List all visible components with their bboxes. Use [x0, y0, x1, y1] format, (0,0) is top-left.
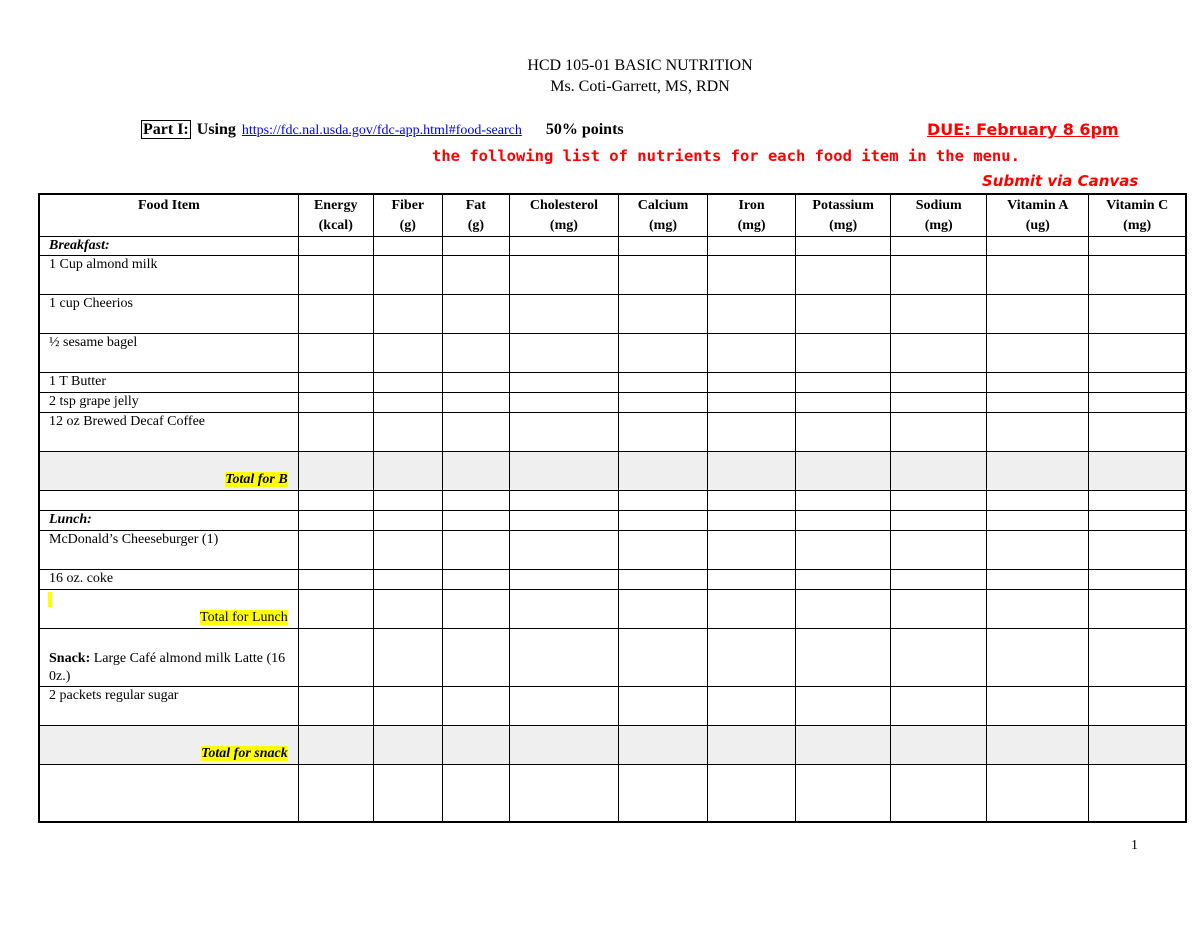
nutrient-cell[interactable]	[708, 765, 796, 822]
nutrient-cell[interactable]	[618, 491, 707, 511]
table-row	[39, 295, 1186, 334]
nutrient-cell[interactable]	[708, 413, 796, 452]
highlight-marker	[48, 592, 52, 607]
food-item: 1 T Butter	[39, 373, 298, 393]
col-header-iron: Iron (mg)	[708, 194, 796, 237]
table-row	[39, 237, 1186, 256]
nutrient-table	[38, 193, 1187, 823]
nutrient-cell[interactable]	[509, 687, 618, 726]
nutrient-cell[interactable]	[509, 491, 618, 511]
nutrient-cell[interactable]	[987, 256, 1089, 295]
nutrient-cell[interactable]	[442, 452, 509, 491]
nutrient-cell[interactable]	[1089, 629, 1186, 687]
nutrient-cell[interactable]	[298, 511, 373, 531]
nutrient-cell[interactable]	[1089, 393, 1186, 413]
nutrient-cell[interactable]	[442, 726, 509, 765]
nutrient-cell[interactable]	[1089, 452, 1186, 491]
nutrient-cell[interactable]	[298, 491, 373, 511]
nutrient-cell[interactable]	[618, 237, 707, 256]
due-date: DUE: February 8 6pm	[927, 120, 1119, 139]
nutrient-cell[interactable]	[796, 452, 891, 491]
col-header-fiber: Fiber (g)	[373, 194, 442, 237]
blank-row-cell	[39, 491, 298, 511]
nutrient-cell[interactable]	[796, 413, 891, 452]
nutrient-cell[interactable]	[509, 237, 618, 256]
nutrient-cell[interactable]	[1089, 295, 1186, 334]
nutrient-cell[interactable]	[708, 256, 796, 295]
nutrient-cell[interactable]	[987, 531, 1089, 570]
nutrient-cell[interactable]	[987, 452, 1089, 491]
food-item: 1 cup Cheerios	[39, 295, 298, 334]
nutrient-cell[interactable]	[373, 452, 442, 491]
nutrient-cell[interactable]	[891, 687, 987, 726]
nutrient-cell[interactable]	[373, 531, 442, 570]
nutrient-cell[interactable]	[442, 629, 509, 687]
nutrient-cell[interactable]	[373, 765, 442, 822]
table-row	[39, 413, 1186, 452]
total-snack-label: Total for snack	[39, 726, 298, 765]
nutrient-cell[interactable]	[298, 295, 373, 334]
part-line	[141, 121, 624, 139]
nutrient-cell[interactable]	[442, 256, 509, 295]
nutrient-cell[interactable]	[987, 570, 1089, 590]
nutrient-cell[interactable]	[618, 511, 707, 531]
table-row	[39, 726, 1186, 765]
nutrient-cell[interactable]	[796, 687, 891, 726]
instructor-name: Ms. Coti-Garrett, MS, RDN	[550, 78, 730, 95]
nutrient-cell[interactable]	[987, 765, 1089, 822]
nutrient-cell[interactable]	[509, 726, 618, 765]
nutrient-cell[interactable]	[891, 393, 987, 413]
nutrient-cell[interactable]	[298, 590, 373, 629]
nutrient-cell[interactable]	[298, 765, 373, 822]
points-text: 50% points	[545, 121, 624, 138]
nutrient-cell[interactable]	[373, 373, 442, 393]
nutrient-cell[interactable]	[891, 765, 987, 822]
nutrient-cell[interactable]	[796, 765, 891, 822]
usda-link[interactable]: https://fdc.nal.usda.gov/fdc-app.html#food-search	[241, 123, 522, 138]
table-row	[39, 511, 1186, 531]
nutrient-cell[interactable]	[891, 511, 987, 531]
nutrient-cell[interactable]	[987, 511, 1089, 531]
nutrient-cell[interactable]	[373, 334, 442, 373]
nutrient-cell[interactable]	[891, 452, 987, 491]
nutrient-cell[interactable]	[509, 590, 618, 629]
nutrient-cell[interactable]	[618, 373, 707, 393]
nutrient-cell[interactable]	[708, 393, 796, 413]
nutrient-cell[interactable]	[442, 237, 509, 256]
nutrient-cell[interactable]	[1089, 334, 1186, 373]
col-header-calcium: Calcium (mg)	[618, 194, 707, 237]
nutrient-cell[interactable]	[891, 590, 987, 629]
table-row	[39, 256, 1186, 295]
nutrient-cell[interactable]	[1089, 765, 1186, 822]
nutrient-cell[interactable]	[708, 491, 796, 511]
nutrient-cell[interactable]	[298, 393, 373, 413]
nutrient-cell[interactable]	[298, 413, 373, 452]
nutrient-cell[interactable]	[891, 413, 987, 452]
nutrient-cell[interactable]	[373, 629, 442, 687]
nutrient-cell[interactable]	[796, 629, 891, 687]
nutrient-cell[interactable]	[618, 687, 707, 726]
nutrient-cell[interactable]	[373, 570, 442, 590]
nutrient-cell[interactable]	[442, 393, 509, 413]
nutrient-cell[interactable]	[1089, 687, 1186, 726]
table-row	[39, 629, 1186, 687]
nutrient-cell[interactable]	[618, 629, 707, 687]
nutrient-cell[interactable]	[1089, 511, 1186, 531]
nutrient-cell[interactable]	[708, 687, 796, 726]
nutrient-cell[interactable]	[509, 570, 618, 590]
nutrient-cell[interactable]	[708, 295, 796, 334]
nutrient-cell[interactable]	[298, 629, 373, 687]
table-row	[39, 452, 1186, 491]
nutrient-cell[interactable]	[1089, 590, 1186, 629]
nutrient-cell[interactable]	[298, 334, 373, 373]
nutrient-cell[interactable]	[1089, 491, 1186, 511]
food-item: 16 oz. coke	[39, 570, 298, 590]
nutrient-cell[interactable]	[442, 511, 509, 531]
nutrient-cell[interactable]	[891, 629, 987, 687]
col-header-sodium: Sodium (mg)	[891, 194, 987, 237]
nutrient-cell[interactable]	[891, 373, 987, 393]
nutrient-cell[interactable]	[298, 687, 373, 726]
nutrient-cell[interactable]	[891, 491, 987, 511]
nutrient-cell[interactable]	[891, 256, 987, 295]
table-row	[39, 765, 1186, 822]
nutrient-cell[interactable]	[298, 237, 373, 256]
nutrient-cell[interactable]	[373, 491, 442, 511]
nutrient-cell[interactable]	[796, 491, 891, 511]
table-header-row	[39, 194, 1186, 237]
nutrient-cell[interactable]	[509, 334, 618, 373]
nutrient-cell[interactable]	[708, 237, 796, 256]
submit-note: Submit via Canvas	[982, 172, 1139, 190]
nutrient-cell[interactable]	[708, 590, 796, 629]
nutrient-cell[interactable]	[509, 629, 618, 687]
nutrient-cell[interactable]	[618, 334, 707, 373]
nutrient-cell[interactable]	[987, 295, 1089, 334]
nutrient-cell[interactable]	[509, 393, 618, 413]
snack-item: Snack: Large Café almond milk Latte (16 0z.)	[39, 629, 298, 687]
food-item: ½ sesame bagel	[39, 334, 298, 373]
col-header-fat: Fat (g)	[442, 194, 509, 237]
nutrient-cell[interactable]	[373, 511, 442, 531]
nutrient-cell[interactable]	[373, 256, 442, 295]
nutrient-cell[interactable]	[796, 531, 891, 570]
part-label: Part I:	[143, 121, 189, 138]
table-row	[39, 570, 1186, 590]
nutrient-cell[interactable]	[442, 413, 509, 452]
nutrient-cell[interactable]	[509, 413, 618, 452]
breakfast-label: Breakfast:	[39, 237, 298, 256]
nutrient-cell[interactable]	[618, 726, 707, 765]
col-header-potassium: Potassium (mg)	[796, 194, 891, 237]
nutrient-cell[interactable]	[1089, 726, 1186, 765]
nutrient-cell[interactable]	[298, 373, 373, 393]
nutrient-cell[interactable]	[796, 511, 891, 531]
total-lunch-label: Total for Lunch	[39, 590, 298, 629]
col-header-energy: Energy (kcal)	[298, 194, 373, 237]
nutrient-cell[interactable]	[509, 295, 618, 334]
nutrient-cell[interactable]	[373, 590, 442, 629]
food-item: 1 Cup almond milk	[39, 256, 298, 295]
nutrient-cell[interactable]	[442, 765, 509, 822]
nutrient-cell[interactable]	[796, 334, 891, 373]
lunch-label: Lunch:	[39, 511, 298, 531]
nutrient-cell[interactable]	[796, 256, 891, 295]
nutrient-cell[interactable]	[987, 413, 1089, 452]
table-row	[39, 373, 1186, 393]
instruction-text: the following list of nutrients for each food item in the menu.	[432, 147, 1020, 165]
food-item: 2 packets regular sugar	[39, 687, 298, 726]
food-item: 2 tsp grape jelly	[39, 393, 298, 413]
nutrient-cell[interactable]	[891, 570, 987, 590]
page-number: 1	[1131, 838, 1138, 853]
food-item: McDonald’s Cheeseburger (1)	[39, 531, 298, 570]
nutrient-cell[interactable]	[509, 511, 618, 531]
food-item: 12 oz Brewed Decaf Coffee	[39, 413, 298, 452]
nutrient-cell[interactable]	[1089, 256, 1186, 295]
nutrient-cell[interactable]	[618, 295, 707, 334]
nutrient-cell[interactable]	[708, 452, 796, 491]
nutrient-cell[interactable]	[796, 590, 891, 629]
nutrient-cell[interactable]	[442, 373, 509, 393]
nutrient-cell[interactable]	[891, 295, 987, 334]
nutrient-cell[interactable]	[618, 413, 707, 452]
nutrient-cell[interactable]	[708, 373, 796, 393]
nutrient-cell[interactable]	[796, 570, 891, 590]
nutrient-cell[interactable]	[708, 531, 796, 570]
nutrient-cell[interactable]	[442, 531, 509, 570]
nutrient-cell[interactable]	[891, 237, 987, 256]
nutrient-cell[interactable]	[987, 726, 1089, 765]
nutrient-cell[interactable]	[1089, 373, 1186, 393]
course-title: HCD 105-01 BASIC NUTRITION	[527, 57, 753, 74]
nutrient-cell[interactable]	[509, 256, 618, 295]
nutrient-cell[interactable]	[509, 452, 618, 491]
nutrient-cell[interactable]	[796, 393, 891, 413]
nutrient-cell[interactable]	[373, 413, 442, 452]
nutrient-cell[interactable]	[373, 393, 442, 413]
table-row	[39, 393, 1186, 413]
nutrient-cell[interactable]	[708, 334, 796, 373]
nutrient-cell[interactable]	[373, 295, 442, 334]
table-row	[39, 531, 1186, 570]
nutrient-cell[interactable]	[987, 373, 1089, 393]
nutrient-cell[interactable]	[987, 590, 1089, 629]
col-header-vitamin-c: Vitamin C (mg)	[1089, 194, 1186, 237]
nutrient-cell[interactable]	[708, 570, 796, 590]
col-header-vitamin-a: Vitamin A (ug)	[987, 194, 1089, 237]
nutrient-cell[interactable]	[1089, 531, 1186, 570]
nutrient-cell[interactable]	[708, 629, 796, 687]
using-text: Using	[196, 121, 236, 138]
nutrient-cell[interactable]	[708, 726, 796, 765]
nutrient-cell[interactable]	[373, 687, 442, 726]
nutrient-cell[interactable]	[509, 531, 618, 570]
col-header-cholesterol: Cholesterol (mg)	[509, 194, 618, 237]
nutrient-cell[interactable]	[987, 334, 1089, 373]
nutrient-cell[interactable]	[987, 687, 1089, 726]
nutrient-cell[interactable]	[298, 531, 373, 570]
nutrient-cell[interactable]	[618, 393, 707, 413]
nutrient-cell[interactable]	[442, 570, 509, 590]
nutrient-cell[interactable]	[987, 237, 1089, 256]
table-row	[39, 334, 1186, 373]
nutrient-cell[interactable]	[618, 765, 707, 822]
nutrient-cell[interactable]	[442, 491, 509, 511]
nutrient-cell[interactable]	[298, 256, 373, 295]
total-breakfast-label: Total for B	[39, 452, 298, 491]
nutrient-cell[interactable]	[1089, 413, 1186, 452]
nutrient-cell[interactable]	[618, 590, 707, 629]
nutrient-cell[interactable]	[442, 590, 509, 629]
nutrient-cell[interactable]	[891, 531, 987, 570]
nutrient-cell[interactable]	[298, 570, 373, 590]
nutrient-cell[interactable]	[796, 237, 891, 256]
nutrient-cell[interactable]	[509, 765, 618, 822]
table-row	[39, 590, 1186, 629]
nutrient-cell[interactable]	[298, 726, 373, 765]
nutrient-cell[interactable]	[987, 491, 1089, 511]
nutrient-cell[interactable]	[442, 334, 509, 373]
nutrient-cell[interactable]	[1089, 570, 1186, 590]
nutrient-cell[interactable]	[373, 237, 442, 256]
nutrient-cell[interactable]	[442, 295, 509, 334]
blank-row-cell	[39, 765, 298, 822]
nutrient-cell[interactable]	[987, 393, 1089, 413]
nutrient-cell[interactable]	[1089, 237, 1186, 256]
nutrient-cell[interactable]	[618, 570, 707, 590]
nutrient-cell[interactable]	[618, 256, 707, 295]
nutrient-cell[interactable]	[796, 726, 891, 765]
nutrient-cell[interactable]	[298, 452, 373, 491]
nutrient-cell[interactable]	[708, 511, 796, 531]
nutrient-cell[interactable]	[618, 531, 707, 570]
col-header-food: Food Item	[39, 194, 298, 237]
nutrient-cell[interactable]	[987, 629, 1089, 687]
nutrient-cell[interactable]	[442, 687, 509, 726]
nutrient-cell[interactable]	[891, 726, 987, 765]
table-row	[39, 687, 1186, 726]
nutrient-cell[interactable]	[796, 373, 891, 393]
nutrient-cell[interactable]	[373, 726, 442, 765]
nutrient-cell[interactable]	[509, 373, 618, 393]
nutrient-cell[interactable]	[891, 334, 987, 373]
table-row	[39, 491, 1186, 511]
nutrient-cell[interactable]	[796, 295, 891, 334]
nutrient-cell[interactable]	[618, 452, 707, 491]
